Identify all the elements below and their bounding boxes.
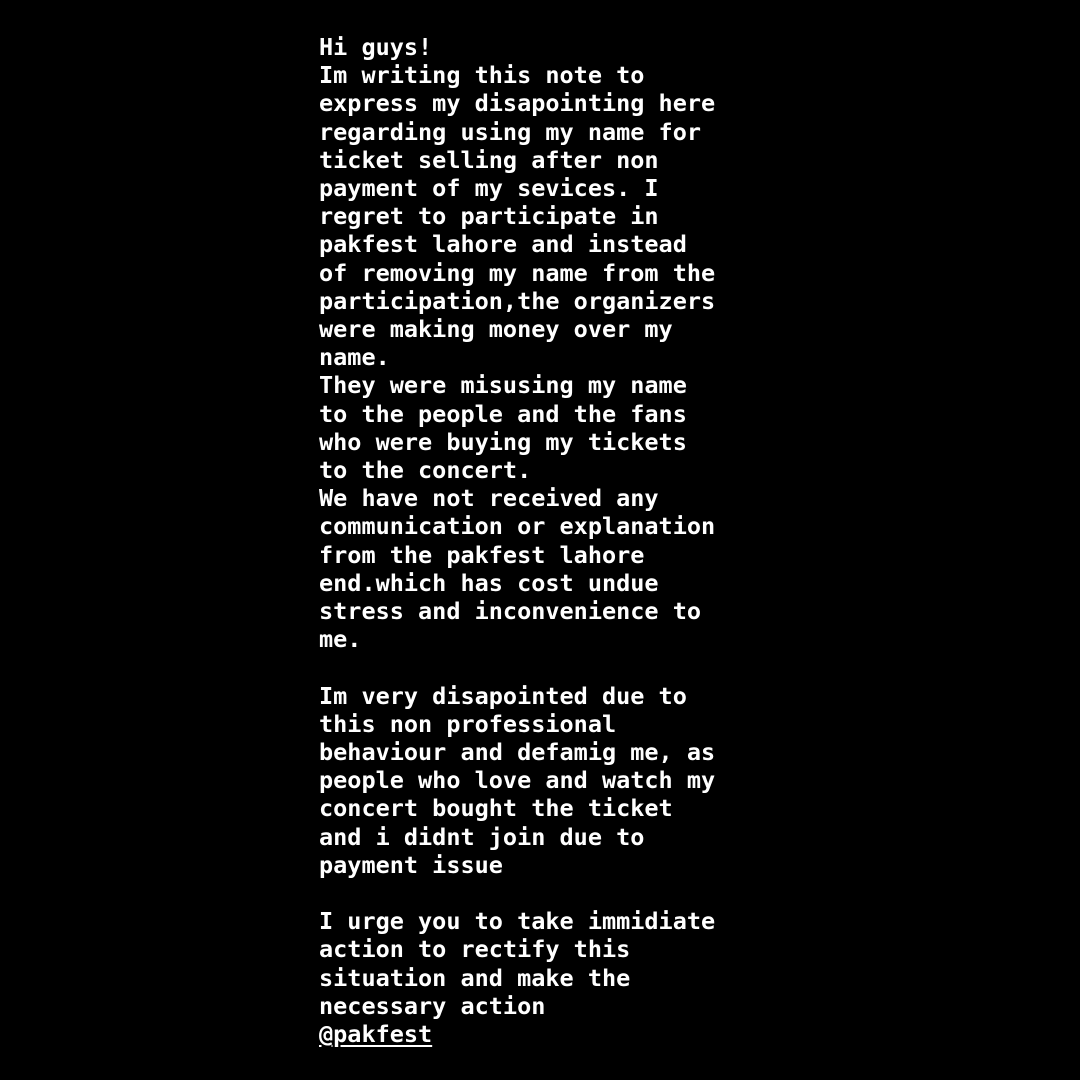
note-line: express my disapointing here — [319, 89, 716, 118]
note-line: Im writing this note to — [319, 61, 645, 90]
note-line: Hi guys! — [319, 33, 433, 61]
note-line: necessary action — [319, 991, 546, 1020]
note-line: me. — [319, 625, 362, 654]
note-line: to the people and the fans — [319, 399, 687, 428]
note-line: payment of my sevices. I — [319, 174, 659, 203]
note-line: end.which has cost undue — [319, 568, 659, 597]
note-line: regret to participate in — [319, 202, 659, 231]
note-line: regarding using my name for — [319, 117, 702, 146]
note-line: participation,the organizers — [319, 286, 716, 315]
note-line: of removing my name from the — [319, 258, 716, 287]
note-blank-line — [319, 653, 759, 681]
pakfest-mention-link[interactable]: @pakfest — [319, 1020, 433, 1049]
note-line: to the concert. — [319, 456, 532, 485]
note-line: I urge you to take immidiate — [319, 907, 716, 936]
note-line: payment issue — [319, 850, 503, 879]
note-line: were making money over my — [319, 315, 673, 344]
note-line: this non professional — [319, 709, 617, 738]
note-line: ticket selling after non — [319, 145, 659, 174]
note-line: people who love and watch my — [319, 766, 716, 795]
note-line: stress and inconvenience to — [319, 597, 702, 626]
note-text-block — [319, 33, 759, 1048]
note-line: Im very disapointed due to — [319, 681, 687, 710]
note-line: concert bought the ticket — [319, 794, 673, 823]
note-line: communication or explanation — [319, 512, 716, 541]
note-line: and i didnt join due to — [319, 822, 645, 851]
note-line: behaviour and defamig me, as — [319, 738, 716, 767]
note-line: action to rectify this — [319, 935, 631, 964]
note-blank-line — [319, 879, 759, 907]
note-line: name. — [319, 343, 390, 372]
note-line: We have not received any — [319, 484, 659, 513]
note-line: who were buying my tickets — [319, 427, 687, 456]
note-line: from the pakfest lahore — [319, 540, 645, 569]
note-line: They were misusing my name — [319, 371, 687, 400]
note-line: pakfest lahore and instead — [319, 230, 687, 259]
note-line: situation and make the — [319, 963, 631, 992]
